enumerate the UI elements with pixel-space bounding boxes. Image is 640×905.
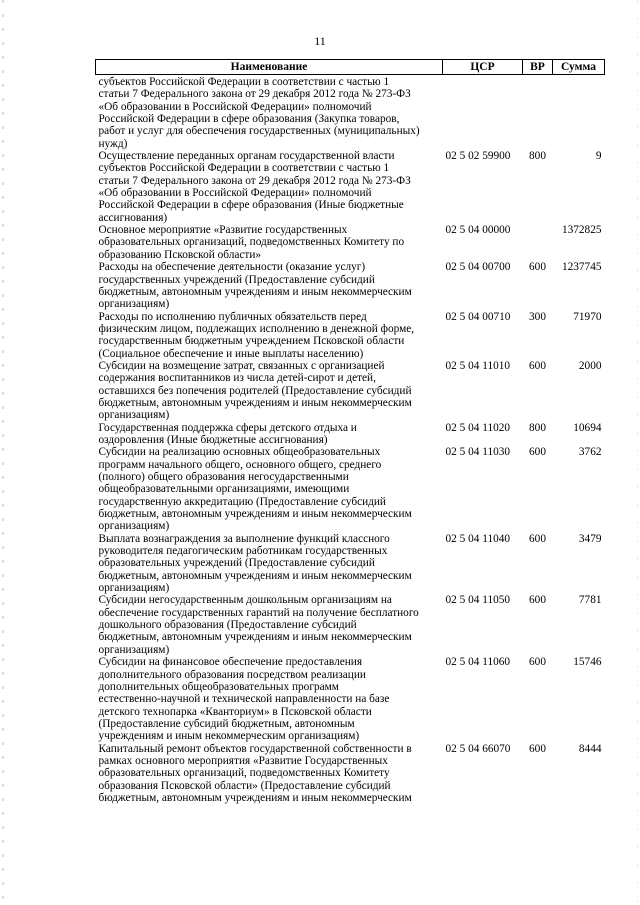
row-csr: 02 5 04 11030 — [445, 446, 511, 459]
table-row — [96, 75, 605, 151]
row-name-line: образования Псковской области» (Предоставление субсидий — [98, 779, 391, 792]
row-name — [96, 261, 443, 310]
row-vr: 300 — [529, 310, 546, 323]
row-csr: 02 5 04 11050 — [445, 594, 511, 607]
table-row — [96, 656, 605, 742]
row-name-line: нужд) — [98, 137, 128, 150]
row-csr: 02 5 04 00710 — [445, 310, 511, 323]
table-row — [96, 594, 605, 656]
row-name — [96, 422, 443, 447]
row-name-line: «Об образовании в Российской Федерации» полномочий — [98, 100, 372, 113]
row-name-line: Государственная поддержка сферы детского отдыха и — [98, 421, 357, 434]
table-header-row — [96, 60, 605, 75]
row-name-line: Российской Федерации в сфере образования (Иные бюджетные — [98, 199, 404, 212]
row-name — [96, 150, 443, 224]
row-name — [96, 594, 443, 656]
row-name-line: бюджетным, автономным учреждениям и иным некоммерческим — [98, 791, 412, 804]
row-sum: 7781 — [578, 594, 602, 607]
row-name — [96, 360, 443, 422]
row-name-line: (Предоставление субсидий бюджетным, автономным — [98, 717, 355, 730]
row-sum: 10694 — [573, 421, 602, 434]
row-name-line: бюджетным, автономным учреждениям и иным некоммерческим — [98, 396, 412, 409]
row-name-line: учреждениям и иным некоммерческим организациям) — [98, 730, 360, 743]
row-csr: 02 5 04 11060 — [445, 656, 511, 669]
row-name-line: государственных учреждений (Предоставление субсидий — [98, 273, 375, 286]
row-name — [96, 533, 443, 595]
row-name — [96, 311, 443, 360]
row-vr: 600 — [529, 532, 546, 545]
row-sum: 8444 — [578, 742, 602, 755]
row-name-line: оставшихся без попечения родителей (Предоставление субсидий — [98, 384, 412, 397]
row-name-line: Осуществление переданных органам государственной власти — [98, 150, 395, 163]
row-name-line: естественно-научной и технической направленности на базе — [98, 693, 390, 706]
table-row — [96, 150, 605, 224]
row-name — [96, 656, 443, 742]
row-sum: 1237745 — [561, 261, 602, 274]
row-name-line: Субсидии на возмещение затрат, связанных с организацией — [98, 359, 385, 372]
table-row — [96, 533, 605, 595]
row-name-line: субъектов Российской Федерации в соответствии с частью 1 — [98, 162, 390, 175]
row-name-line: дошкольного образования (Предоставление субсидий — [98, 619, 357, 632]
row-name-line: организациям) — [98, 643, 170, 656]
row-name-line: организациям) — [98, 582, 170, 595]
row-vr: 600 — [529, 594, 546, 607]
row-vr: 600 — [529, 359, 546, 372]
row-name-line: образовательных организаций, подведомственных Комитету по — [98, 236, 405, 249]
scan-edge-marks-right — [637, 0, 638, 905]
row-name-line: (Социальное обеспечение и иные выплаты населению) — [98, 347, 364, 360]
row-name-line: бюджетным, автономным учреждениям и иным некоммерческим — [98, 285, 412, 298]
row-sum: 9 — [595, 150, 602, 163]
row-name-line: статьи 7 Федерального закона от 29 декабря 2012 года № 273-ФЗ — [98, 174, 411, 187]
row-name-line: государственным бюджетным учреждением Псковской области — [98, 335, 405, 348]
row-name-line: детского технопарка «Кванториум» в Псковской области — [98, 705, 372, 718]
row-name — [96, 743, 443, 805]
row-name-line: организациям) — [98, 298, 170, 311]
row-csr: 02 5 04 66070 — [445, 742, 511, 755]
row-name-line: организациям) — [98, 520, 170, 533]
row-name-line: Расходы на обеспечение деятельности (оказание услуг) — [98, 261, 366, 274]
row-name — [96, 224, 443, 261]
row-vr — [523, 75, 553, 151]
row-vr: 800 — [529, 150, 546, 163]
row-name-line: общеобразовательными организациями, имеющими — [98, 483, 350, 496]
row-vr: 600 — [529, 656, 546, 669]
row-name-line: Российской Федерации в сфере образования (Закупка товаров, — [98, 113, 400, 126]
header-vr: ВР — [523, 60, 553, 75]
row-name-line: субъектов Российской Федерации в соответствии с частью 1 — [98, 76, 390, 88]
row-csr — [443, 75, 523, 151]
row-csr: 02 5 02 59900 — [445, 150, 511, 163]
scan-edge-marks-left — [2, 0, 4, 905]
row-sum: 71970 — [573, 310, 602, 323]
row-name-line: обеспечение государственных гарантий на получение бесплатного — [98, 606, 419, 619]
row-name — [96, 75, 443, 151]
row-name-line: Капитальный ремонт объектов государственной собственности в — [98, 742, 412, 755]
row-name-line: содержания воспитанников из числа детей-сирот и детей, — [98, 372, 376, 385]
row-name-line: статьи 7 Федерального закона от 29 декабря 2012 года № 273-ФЗ — [98, 88, 411, 101]
row-vr: 600 — [529, 261, 546, 274]
row-name-line: оздоровления (Иные бюджетные ассигнования) — [98, 433, 328, 446]
row-name-line: бюджетным, автономным учреждениям и иным некоммерческим — [98, 631, 412, 644]
row-sum: 3479 — [578, 532, 602, 545]
budget-table — [95, 59, 605, 804]
row-name — [96, 446, 443, 532]
row-name-line: рамках основного мероприятия «Развитие Государственных — [98, 754, 388, 767]
row-name-line: (полного) общего образования негосударственными — [98, 471, 349, 483]
row-sum — [553, 75, 605, 151]
row-name-line: физическим лицом, подлежащих исполнению в денежной форме, — [98, 322, 415, 335]
row-name-line: Субсидии на финансовое обеспечение предоставления — [98, 656, 363, 669]
row-vr: 600 — [529, 446, 546, 459]
table-row — [96, 446, 605, 532]
table-row — [96, 360, 605, 422]
row-csr: 02 5 04 11020 — [445, 421, 511, 434]
row-name-line: работ и услуг для обеспечения государственных (муниципальных) — [98, 125, 420, 138]
row-sum: 3762 — [578, 446, 602, 459]
row-name-line: Основное мероприятие «Развитие государственных — [98, 224, 348, 237]
page-number: 11 — [314, 34, 326, 48]
row-name-line: государственную аккредитацию (Предоставление субсидий — [98, 495, 386, 508]
header-sum: Сумма — [553, 60, 605, 75]
row-sum: 1372825 — [561, 224, 602, 237]
row-vr: 800 — [529, 421, 546, 434]
row-name-line: дополнительных общеобразовательных программ — [98, 680, 339, 693]
table-row — [96, 261, 605, 310]
header-csr: ЦСР — [443, 60, 523, 75]
row-csr: 02 5 04 00700 — [445, 261, 511, 274]
table-row — [96, 224, 605, 261]
row-name-line: «Об образовании в Российской Федерации» полномочий — [98, 187, 372, 200]
row-name-line: Субсидии на реализацию основных общеобразовательных — [98, 446, 381, 459]
row-csr: 02 5 04 11040 — [445, 532, 511, 545]
row-name-line: образованию Псковской области» — [98, 248, 262, 261]
table-row — [96, 422, 605, 447]
row-csr: 02 5 04 11010 — [445, 359, 511, 372]
row-sum: 2000 — [578, 359, 602, 372]
row-name-line: дополнительного образования посредством реализации — [98, 668, 366, 681]
row-name-line: Расходы по исполнению публичных обязательств перед — [98, 310, 367, 323]
row-name-line: Субсидии негосударственным дошкольным организациям на — [98, 594, 392, 607]
header-name: Наименование — [96, 60, 443, 75]
row-vr: 600 — [529, 742, 546, 755]
row-name-line: бюджетным, автономным учреждениям и иным некоммерческим — [98, 569, 412, 582]
row-name-line: руководителя педагогическим работникам государственных — [98, 545, 388, 558]
row-name-line: ассигнования) — [98, 211, 168, 224]
row-name-line: бюджетным, автономным учреждениям и иным некоммерческим — [98, 508, 412, 521]
table-row — [96, 743, 605, 805]
table-row — [96, 311, 605, 360]
row-csr: 02 5 04 00000 — [445, 224, 511, 237]
row-vr — [523, 224, 553, 261]
row-name-line: Выплата вознаграждения за выполнение функций классного — [98, 532, 390, 545]
table-body — [96, 75, 605, 805]
row-sum: 15746 — [573, 656, 602, 669]
row-name-line: образовательных учреждений (Предоставление субсидий — [98, 557, 375, 570]
row-name-line: организациям) — [98, 409, 170, 422]
row-name-line: образовательных организаций, подведомственных Комитету — [98, 767, 390, 780]
row-name-line: программ начального общего, основного общего, среднего — [98, 458, 382, 471]
